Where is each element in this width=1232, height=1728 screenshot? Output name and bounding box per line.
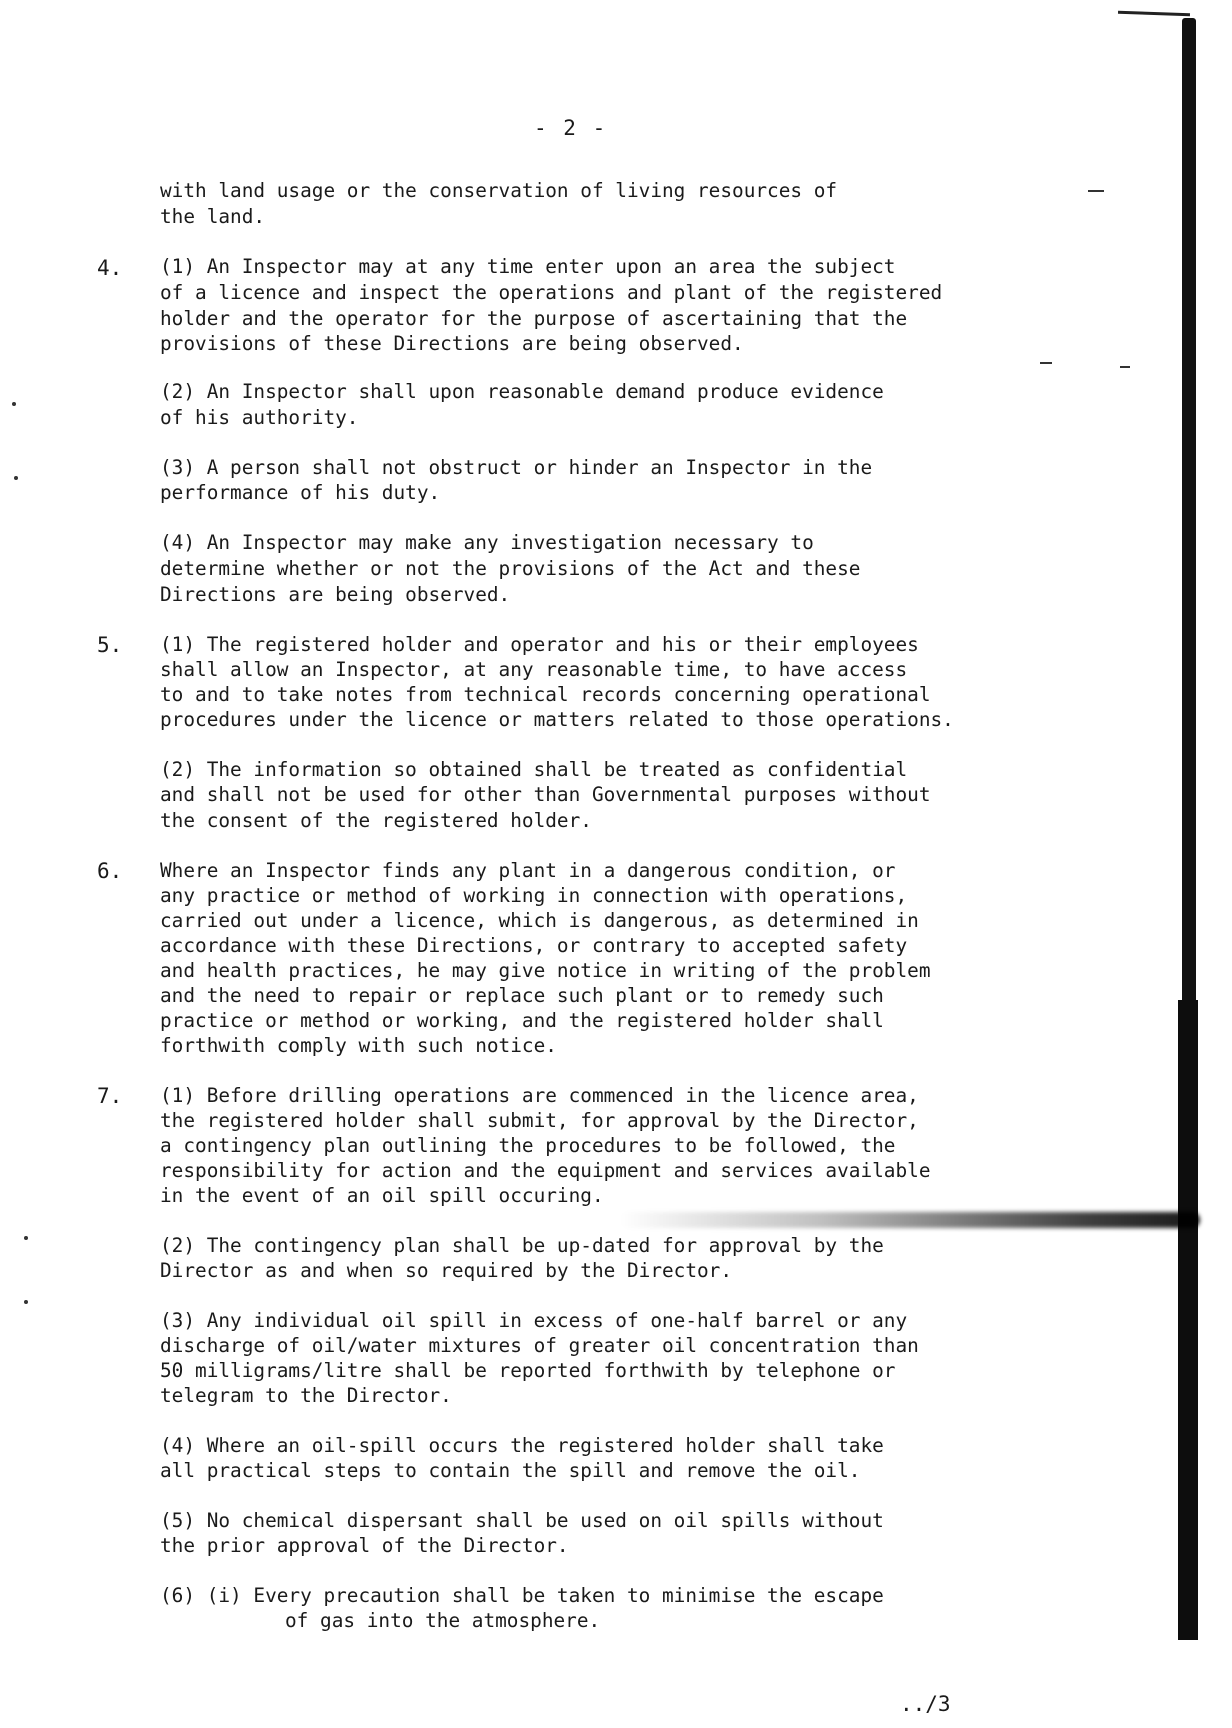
text-line: any practice or method of working in connection with operations, xyxy=(160,884,908,907)
scan-artifact-dash xyxy=(1088,190,1104,192)
text-line: practice or method or working, and the registered holder shall xyxy=(160,1009,884,1032)
text-line: (3) Any individual oil spill in excess of one-half barrel or any xyxy=(160,1309,908,1332)
scan-artifact-dot xyxy=(24,1300,28,1304)
text-line: determine whether or not the provisions of the Act and these xyxy=(160,557,861,580)
text-line: telegram to the Director. xyxy=(160,1384,452,1407)
scan-artifact-dot xyxy=(12,402,16,406)
text-line: carried out under a licence, which is dangerous, as determined in xyxy=(160,909,919,932)
scan-artifact-dash xyxy=(1040,362,1052,364)
section-number: 7. xyxy=(97,1084,123,1108)
text-line: (2) The contingency plan shall be up-dated for approval by the xyxy=(160,1234,884,1257)
text-line-indented: of gas into the atmosphere. xyxy=(285,1609,601,1632)
text-line: responsibility for action and the equipment and services available xyxy=(160,1159,931,1182)
text-line: the prior approval of the Director. xyxy=(160,1534,569,1557)
scan-artifact-dot xyxy=(24,1236,28,1240)
text-line: (4) An Inspector may make any investigation necessary to xyxy=(160,531,814,554)
text-line: all practical steps to contain the spill and remove the oil. xyxy=(160,1459,861,1482)
text-line: (1) Before drilling operations are commenced in the licence area, xyxy=(160,1084,919,1107)
text-line: and the need to repair or replace such plant or to remedy such xyxy=(160,984,884,1007)
text-line: (1) The registered holder and operator and his or their employees xyxy=(160,633,919,656)
text-line: and shall not be used for other than Governmental purposes without xyxy=(160,783,931,806)
text-line: (2) The information so obtained shall be treated as confidential xyxy=(160,758,908,781)
text-line: performance of his duty. xyxy=(160,481,441,504)
text-line: of his authority. xyxy=(160,406,359,429)
text-line: (2) An Inspector shall upon reasonable demand produce evidence xyxy=(160,380,884,403)
text-line: accordance with these Directions, or contrary to accepted safety xyxy=(160,934,908,957)
text-line: (4) Where an oil-spill occurs the registered holder shall take xyxy=(160,1434,884,1457)
text-line: with land usage or the conservation of living resources of xyxy=(160,179,838,202)
page-number: - 2 - xyxy=(534,116,608,140)
text-line: a contingency plan outlining the procedures to be followed, the xyxy=(160,1134,896,1157)
scan-artifact-edge-shadow xyxy=(1178,1000,1198,1640)
text-line: (5) No chemical dispersant shall be used on oil spills without xyxy=(160,1509,884,1532)
text-line: 50 milligrams/litre shall be reported forthwith by telephone or xyxy=(160,1359,896,1382)
page-continuation-marker: ../3 xyxy=(900,1692,951,1716)
text-line: Where an Inspector finds any plant in a dangerous condition, or xyxy=(160,859,896,882)
text-line: holder and the operator for the purpose of ascertaining that the xyxy=(160,307,908,330)
scan-artifact-top-rule xyxy=(1118,11,1190,17)
text-line: the consent of the registered holder. xyxy=(160,809,592,832)
text-line: discharge of oil/water mixtures of greater oil concentration than xyxy=(160,1334,919,1357)
text-line: (6) (i) Every precaution shall be taken to minimise the escape xyxy=(160,1584,884,1607)
section-number: 5. xyxy=(97,633,123,657)
text-line: shall allow an Inspector, at any reasonable time, to have access xyxy=(160,658,908,681)
text-line: (1) An Inspector may at any time enter upon an area the subject xyxy=(160,255,896,278)
section-number: 6. xyxy=(97,859,123,883)
scan-artifact-dash xyxy=(1120,366,1130,368)
text-line: and health practices, he may give notice in writing of the problem xyxy=(160,959,931,982)
text-line: of a licence and inspect the operations and plant of the registered xyxy=(160,281,943,304)
section-number: 4. xyxy=(97,256,123,280)
text-line: to and to take notes from technical records concerning operational xyxy=(160,683,931,706)
text-line: forthwith comply with such notice. xyxy=(160,1034,557,1057)
text-line: the land. xyxy=(160,205,266,228)
text-line: Directions are being observed. xyxy=(160,583,511,606)
text-line: in the event of an oil spill occuring. xyxy=(160,1184,604,1207)
text-line: procedures under the licence or matters related to those operations. xyxy=(160,708,954,731)
text-line: (3) A person shall not obstruct or hinder an Inspector in the xyxy=(160,456,873,479)
scan-artifact-smudge xyxy=(620,1212,1200,1228)
text-line: provisions of these Directions are being observed. xyxy=(160,332,744,355)
text-line: the registered holder shall submit, for approval by the Director, xyxy=(160,1109,919,1132)
text-line: Director as and when so required by the Director. xyxy=(160,1259,733,1282)
scan-artifact-dot xyxy=(14,476,18,480)
